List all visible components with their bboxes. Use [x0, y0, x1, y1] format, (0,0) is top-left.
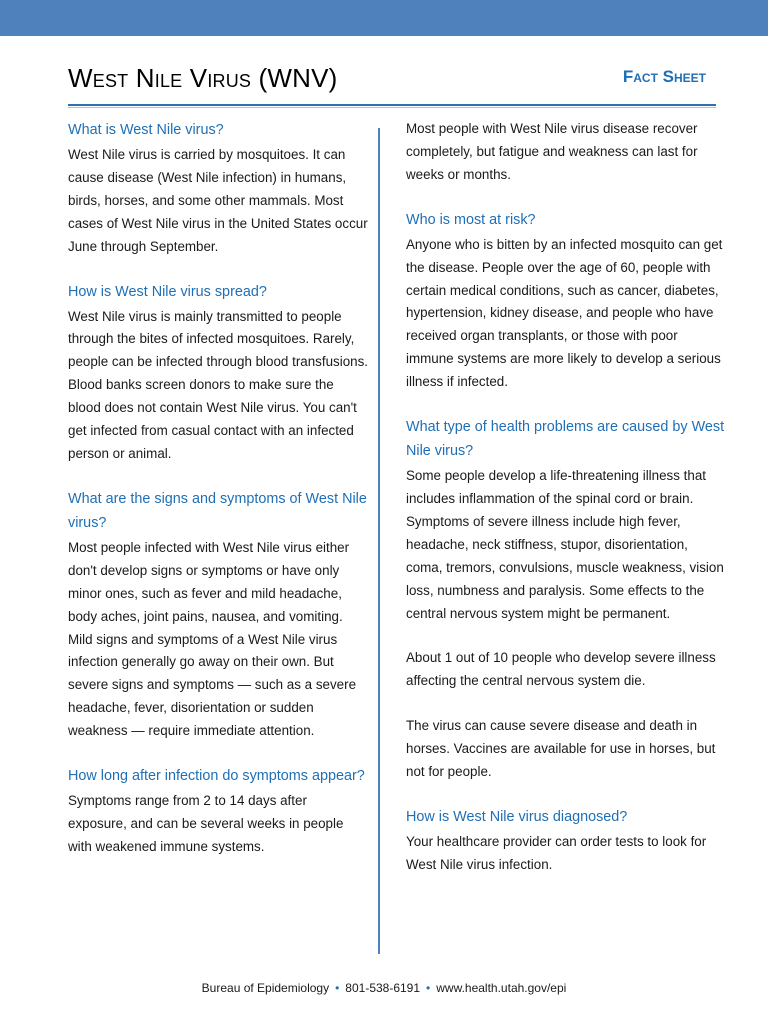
question-spread: How is West Nile virus spread?	[68, 283, 267, 300]
answer-diagnosis: Your healthcare provider can order tests to look for West Nile virus infection.	[406, 833, 707, 872]
footer-website-link[interactable]: www.health.utah.gov/epi	[436, 981, 567, 995]
answer-spread: West Nile virus is mainly transmitted to people through the bites of infected mosquitoes. Rarely, people can be infected through blood transfusions. Blood banks screen donors to make sure the blood does not contain West Nile virus. You can't get infected from casual contact with an infected person or animal.	[68, 308, 369, 461]
question-health-problems: What type of health problems are caused by West Nile virus?	[406, 419, 725, 460]
footer-phone: 801-538-6191	[345, 981, 421, 995]
footer	[0, 978, 768, 998]
answer-mortality: About 1 out of 10 people who develop severe illness affecting the central nervous system die.	[406, 650, 716, 689]
answer-what-is: West Nile virus is carried by mosquitoes. It can cause disease (West Nile infection) in humans, birds, horses, and some other mammals. Most cases of West Nile virus in the United States occur June through September.	[68, 147, 368, 254]
right-column	[406, 118, 728, 877]
answer-horses: The virus can cause severe disease and death in horses. Vaccines are available for use in horses, but not for people.	[406, 718, 716, 780]
answer-risk: Anyone who is bitten by an infected mosquito can get the disease. People over the age of 60, people with certain medical conditions, such as cancer, diabetes, hypertension, kidney disease, and people who have received organ transplants, or those with poor immune systems are more likely to develop a serious illness if infected.	[406, 236, 723, 390]
answer-onset-continued: Most people with West Nile virus disease recover completely, but fatigue and weakness can last for weeks or months.	[406, 121, 698, 182]
answer-symptoms: Most people infected with West Nile virus either don't develop signs or symptoms or have only minor ones, such as fever and mild headache, body aches, joint pains, nausea, and vomiting. Mild signs and symptoms of a West Nile virus infection generally go away on their own. But severe signs and symptoms — such as a severe headache, fever, disorientation or sudden weakness — require immediate attention.	[68, 539, 357, 739]
question-symptoms: What are the signs and symptoms of West Nile virus?	[68, 490, 367, 531]
page-title: West Nile Virus (WNV)	[68, 63, 338, 93]
column-divider	[378, 128, 380, 954]
footer-separator: •	[335, 981, 340, 995]
question-risk: Who is most at risk?	[406, 211, 536, 228]
question-onset: How long after infection do symptoms appear?	[68, 768, 365, 785]
title-divider	[68, 104, 716, 106]
footer-separator: •	[426, 981, 431, 995]
fact-sheet-label: Fact Sheet	[622, 67, 706, 86]
question-diagnosis: How is West Nile virus diagnosed?	[406, 808, 628, 825]
answer-health-problems: Some people develop a life-threatening illness that includes inflammation of the spinal cord or brain. Symptoms of severe illness include high fever, headache, neck stiffness, stupor, disorientation, coma, tremors, convulsions, muscle weakness, vision loss, numbness and paralysis. Some effects to the central nervous system might be permanent.	[406, 468, 724, 621]
question-what-is: What is West Nile virus?	[68, 122, 224, 138]
top-banner	[0, 0, 768, 36]
footer-org: Bureau of Epidemiology	[201, 981, 330, 995]
left-column	[68, 118, 368, 859]
answer-onset: Symptoms range from 2 to 14 days after exposure, and can be several weeks in people with weakened immune systems.	[68, 793, 344, 854]
